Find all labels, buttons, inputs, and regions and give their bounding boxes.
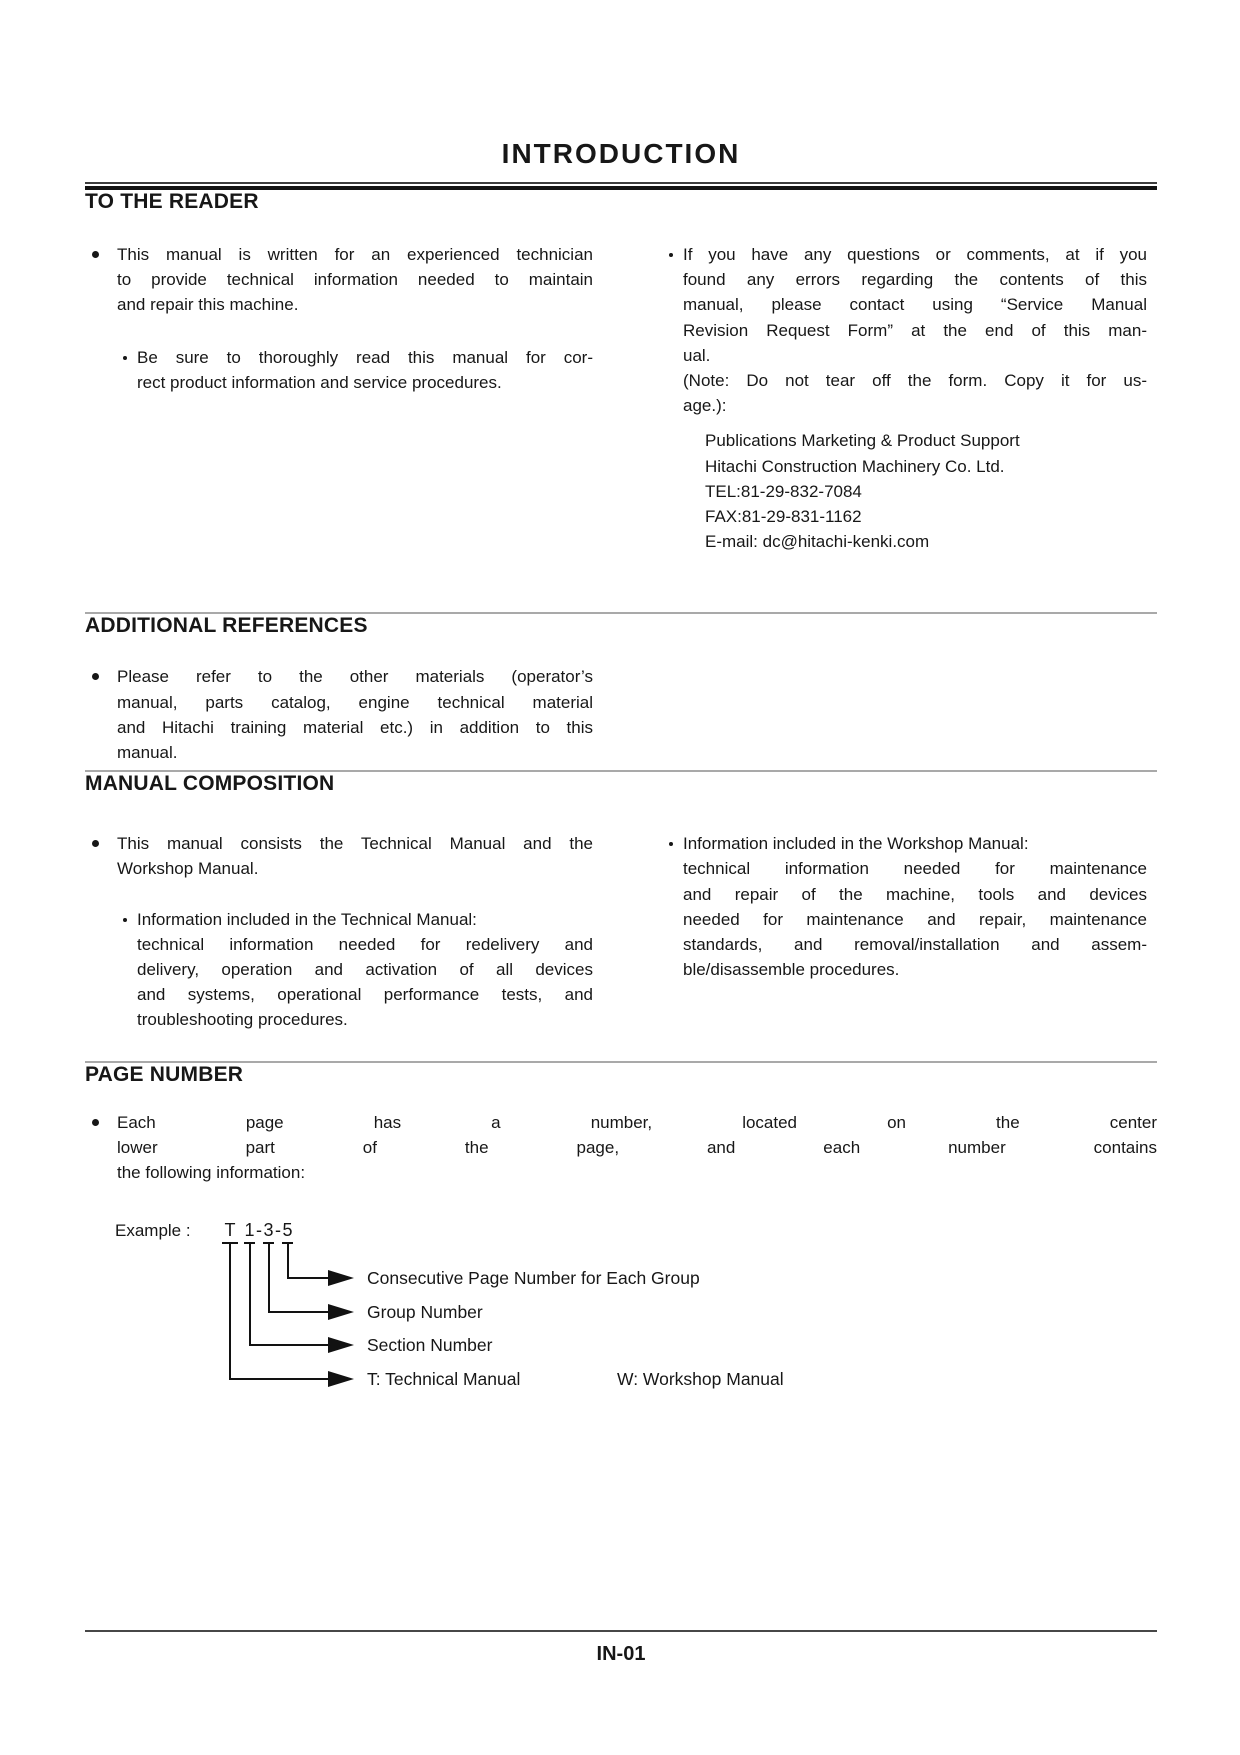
paragraph: Information included in the Workshop Manual: technical information needed for maintenance and repair of the machine, tools and devices needed for maintenance and repair, maintenance standards, and removal/installation and assem- ble/disassemble procedures.	[683, 834, 1147, 980]
paragraph: Information included in the Technical Manual: technical information needed for redelivery and delivery, operation and activation of all devices and systems, operational performance tests, and troubleshooting procedures.	[137, 909, 593, 1030]
page-number-diagram	[85, 1244, 1157, 1414]
footer-rule	[85, 1630, 1157, 1632]
bullet-icon	[92, 673, 99, 680]
connector-line-1	[249, 1244, 251, 1346]
list-sub-item	[85, 907, 593, 1033]
list-sub-item	[85, 345, 593, 395]
list-item	[85, 1110, 1157, 1186]
diagram-label: W: Workshop Manual	[617, 1369, 784, 1390]
diagram-label: Group Number	[367, 1302, 483, 1323]
heading-manual-composition: MANUAL COMPOSITION	[85, 772, 335, 796]
additional-references-left-column	[85, 664, 593, 765]
connector-line-3	[268, 1244, 270, 1313]
paragraph: If you have any questions or comments, at if you found any errors regarding the contents of this manual, please contact using “Service Manual Revision Request Form” at the end of this man- ual. (Note: Do not tear off the form. Copy it for us- age.):	[683, 245, 1147, 416]
heading-to-the-reader: TO THE READER	[85, 190, 259, 213]
bullet-icon	[92, 251, 99, 258]
heading-additional-references: ADDITIONAL REFERENCES	[85, 614, 368, 638]
small-dot-icon	[669, 253, 673, 257]
example-code	[222, 1218, 293, 1244]
paragraph: This manual consists the Technical Manual and the Workshop Manual.	[117, 834, 593, 879]
small-dot-icon	[123, 356, 127, 360]
manual-composition-right-column	[663, 831, 1147, 1032]
small-dot-icon	[123, 918, 127, 922]
connector-line	[229, 1378, 329, 1380]
connector-line	[287, 1277, 329, 1279]
to-the-reader-columns	[85, 242, 1157, 554]
list-item	[85, 831, 593, 881]
paragraph: Be sure to thoroughly read this manual for cor- rect product information and service procedures.	[137, 347, 593, 392]
arrow-right-icon	[328, 1270, 354, 1286]
connector-line	[268, 1311, 329, 1313]
example-dash: -	[275, 1220, 281, 1241]
heading-page-number: PAGE NUMBER	[85, 1062, 244, 1086]
bullet-icon	[92, 1119, 99, 1126]
example-char-5: 5	[282, 1220, 293, 1244]
paragraph: Each page has a number, located on the center lower part of the page, and each number contains the following information:	[117, 1112, 1157, 1183]
arrow-right-icon	[328, 1371, 354, 1387]
paragraph: Please refer to the other materials (operator’s manual, parts catalog, engine technical material and Hitachi training material etc.) in addition to this manual.	[117, 667, 593, 763]
example-char-1: 1	[244, 1220, 255, 1244]
contact-block: Publications Marketing & Product Support Hitachi Construction Machinery Co. Ltd. TEL:81-29-832-7084 FAX:81-29-831-1162 E-mail: dc@hitachi-kenki.com	[705, 431, 1020, 552]
additional-references-right-column	[663, 664, 1147, 765]
example-char-t: T	[222, 1220, 238, 1244]
diagram-label: T: Technical Manual	[367, 1369, 521, 1390]
connector-line-t	[229, 1244, 231, 1380]
additional-references-columns	[85, 664, 1157, 765]
list-sub-item	[663, 242, 1147, 418]
diagram-label: Section Number	[367, 1335, 493, 1356]
page-number-footer: IN-01	[596, 1643, 646, 1665]
example-dash: -	[256, 1220, 262, 1241]
connector-line	[249, 1344, 329, 1346]
bullet-icon	[92, 840, 99, 847]
manual-composition-left-column	[85, 831, 593, 1032]
list-item	[85, 242, 593, 318]
arrow-right-icon	[328, 1304, 354, 1320]
list-sub-item	[663, 831, 1147, 982]
paragraph: This manual is written for an experienced technician to provide technical information needed to maintain and repair this machine.	[117, 245, 593, 315]
diagram-label: Consecutive Page Number for Each Group	[367, 1268, 700, 1289]
example-label: Example :	[115, 1221, 191, 1241]
connector-line-5	[287, 1244, 289, 1279]
to-the-reader-right-column	[663, 242, 1147, 554]
manual-composition-columns	[85, 831, 1157, 1032]
to-the-reader-left-column	[85, 242, 593, 554]
example-char-3: 3	[263, 1220, 274, 1244]
arrow-right-icon	[328, 1337, 354, 1353]
small-dot-icon	[669, 842, 673, 846]
page-number-example	[115, 1218, 1157, 1244]
page-title: INTRODUCTION	[501, 138, 741, 169]
list-item	[85, 664, 593, 765]
title-rule-thin	[85, 182, 1157, 184]
page-content	[85, 0, 1157, 1414]
